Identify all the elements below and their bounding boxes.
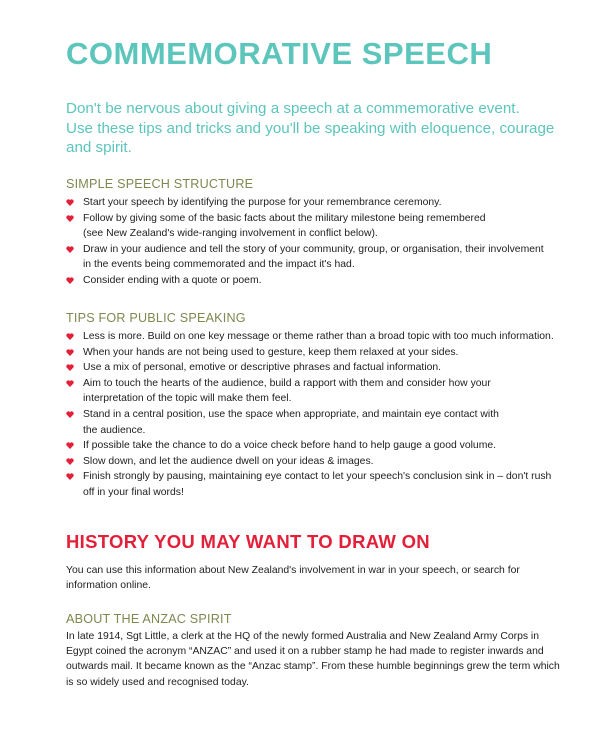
list-item-text: Less is more. Build on one key message or theme rather than a broad topic with too much information. (83, 331, 554, 342)
heart-bullet-icon (66, 277, 74, 284)
tips-list (66, 329, 566, 501)
heart-bullet-icon (66, 199, 74, 206)
list-item (66, 438, 566, 454)
heart-bullet-icon (66, 333, 74, 340)
list-item (66, 360, 566, 376)
paragraph-line: You can use this information about New Zealand's involvement in war in your speech, or search for (66, 565, 520, 576)
list-item-text: Consider ending with a quote or poem. (83, 274, 262, 286)
paragraph-line: Egypt coined the acronym “ANZAC” and used it on a rubber stamp he had made to register inwards and (66, 646, 544, 658)
list-item-text: Follow by giving some of the basic facts about the military milestone being remembered (83, 212, 486, 224)
heart-bullet-icon (66, 442, 74, 449)
paragraph-line: is so widely used and recognised today. (66, 676, 249, 688)
paragraph-line: information online. (66, 580, 151, 592)
list-item (66, 211, 566, 242)
history-heading: HISTORY YOU MAY WANT TO DRAW ON (66, 531, 430, 552)
heart-bullet-icon (66, 364, 74, 371)
list-item-text: Slow down, and let the audience dwell on your ideas & images. (83, 455, 374, 467)
intro-line: and spirit. (66, 139, 132, 156)
list-item-text: off in your final words! (83, 486, 184, 498)
list-item (66, 376, 566, 407)
anzac-paragraph (66, 629, 566, 690)
list-item-text: Draw in your audience and tell the story of your community, group, or organisation, their involvement (83, 243, 544, 255)
list-item-text: the audience. (83, 424, 146, 436)
list-item (66, 407, 566, 438)
list-item-text: Use a mix of personal, emotive or descriptive phrases and factual information. (83, 362, 442, 374)
list-item (66, 195, 566, 211)
list-item-text: Finish strongly by pausing, maintaining eye contact to let your speech's conclusion sink in – don't rush (83, 471, 552, 483)
heart-bullet-icon (66, 458, 74, 465)
structure-list (66, 195, 566, 289)
section-heading-structure: SIMPLE SPEECH STRUCTURE (66, 177, 254, 191)
history-paragraph (66, 563, 566, 593)
list-item (66, 345, 566, 361)
intro-paragraph (66, 99, 555, 158)
section-heading-tips: TIPS FOR PUBLIC SPEAKING (66, 311, 246, 325)
list-item-text: interpretation of the topic will make them feel. (83, 393, 292, 405)
list-item-text: in the events being commemorated and the impact it's had. (83, 259, 355, 271)
section-heading-anzac: ABOUT THE ANZAC SPIRIT (66, 612, 232, 626)
list-item-text: If possible take the chance to do a voice check before hand to help gauge a good volume. (83, 440, 497, 452)
intro-line: Use these tips and tricks and you'll be speaking with eloquence, courage (66, 119, 555, 137)
list-item-text: Stand in a central position, use the space when appropriate, and maintain eye contact with (83, 408, 499, 420)
heart-bullet-icon (66, 215, 74, 222)
list-item (66, 273, 566, 289)
heart-bullet-icon (66, 380, 74, 387)
heart-bullet-icon (66, 349, 74, 356)
list-item-text: When your hands are not being used to gesture, keep them relaxed at your sides. (83, 346, 459, 358)
paragraph-line: In late 1914, Sgt Little, a clerk at the HQ of the newly formed Australia and New Zealand Army Corps in (66, 631, 540, 642)
list-item-text: Start your speech by identifying the purpose for your remembrance ceremony. (83, 197, 442, 208)
intro-line: Don't be nervous about giving a speech at a commemorative event. (66, 100, 520, 117)
heart-bullet-icon (66, 473, 74, 480)
heart-bullet-icon (66, 411, 74, 418)
page-title: COMMEMORATIVE SPEECH (66, 36, 493, 71)
paragraph-line: outwards mail. It became known as the “Anzac stamp”. From these humble beginnings grew the term which (66, 661, 560, 673)
list-item-text: (see New Zealand's wide-ranging involvement in conflict below). (83, 228, 378, 240)
list-item (66, 469, 566, 500)
list-item (66, 329, 566, 345)
list-item (66, 242, 566, 273)
heart-bullet-icon (66, 246, 74, 253)
list-item (66, 454, 566, 470)
list-item-text: Aim to touch the hearts of the audience, build a rapport with them and consider how your (83, 377, 491, 389)
